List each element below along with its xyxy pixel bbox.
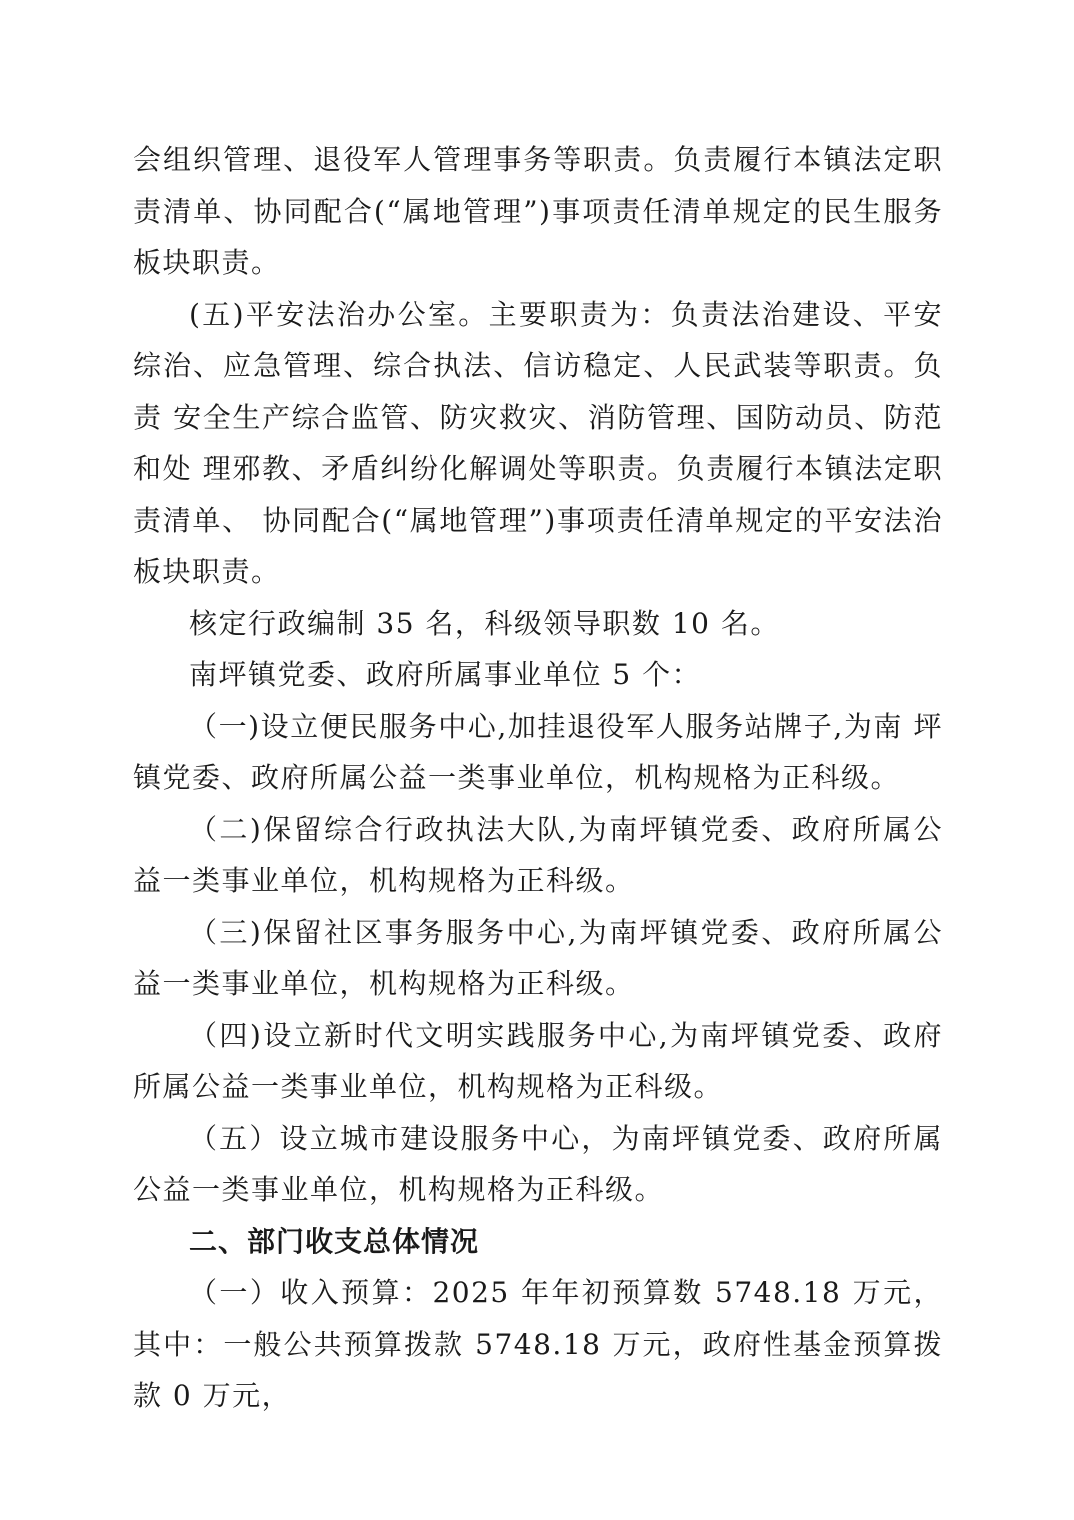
paragraph-institution-1: （一)设立便民服务中心,加挂退役军人服务站牌子,为南 坪镇党委、政府所属公益一类事业单位，机构规格为正科级。	[133, 709, 943, 794]
paragraph-safety-legal-office: (五)平安法治办公室。主要职责为：负责法治建设、平安 综治、应急管理、综合执法、信访稳定、人民武装等职责。负责 安全生产综合监管、防灾救灾、消防管理、国防动员、防范和处 理邪教、矛盾纠纷化解调处等职责。负责履行本镇法定职责清单、 协同配合(“属地管理”)事项责任清单规定的平安法治板块职责。	[133, 297, 954, 588]
paragraph-institution-5: （五）设立城市建设服务中心，为南坪镇党委、政府所属公益一类事业单位，机构规格为正科级。	[133, 1121, 943, 1206]
paragraph-institution-4: （四)设立新时代文明实践服务中心,为南坪镇党委、政府 所属公益一类事业单位，机构规格为正科级。	[133, 1018, 954, 1103]
paragraph-staffing-quota: 核定行政编制 35 名，科级领导职数 10 名。	[189, 606, 780, 640]
paragraph-institutions-count: 南坪镇党委、政府所属事业单位 5 个：	[189, 658, 702, 691]
paragraph-institution-2: （二)保留综合行政执法大队,为南坪镇党委、政府所属公 益一类事业单位，机构规格为正科级。	[133, 812, 954, 897]
section-heading: 二、部门收支总体情况	[189, 1224, 480, 1258]
document-body	[133, 134, 954, 1422]
paragraph-income-budget: （一）收入预算：2025 年年初预算数 5748.18 万元，其中：一般公共预算拨款 5748.18 万元，政府性基金预算拨款 0 万元，	[133, 1276, 943, 1412]
paragraph-institution-3: （三)保留社区事务服务中心,为南坪镇党委、政府所属公 益一类事业单位，机构规格为正科级。	[133, 915, 954, 1000]
paragraph-civil-services-duties: 会组织管理、退役军人管理事务等职责。负责履行本镇法定职 责清单、协同配合(“属地管理”)事项责任清单规定的民生服务板块职责。	[133, 143, 954, 279]
